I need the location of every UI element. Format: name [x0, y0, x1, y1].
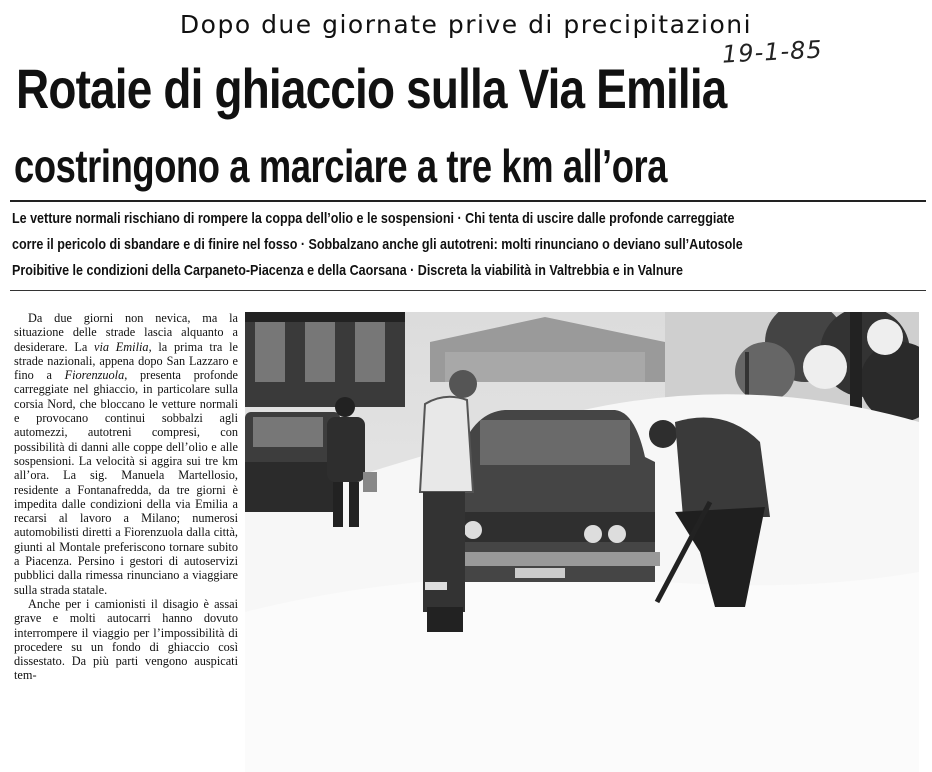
divider-top: [10, 200, 926, 202]
snow-scene-illustration: [245, 312, 919, 772]
subheadline: costringono a marciare a tre km all’ora: [14, 140, 668, 192]
news-photo: [245, 312, 919, 772]
divider-bottom: [10, 290, 926, 291]
summary-line-1: Le vetture normali rischiano di rompere la coppa dell’olio e le sospensioni · Chi tenta di uscire dalle profonde carreggiate: [12, 210, 735, 227]
article-paragraph-1: Da due giorni non nevica, ma la situazione delle strade lascia alquanto a desiderare. La via Emilia, la prima tra le strade nazionali, appena dopo San Lazzaro e fino a Fiorenzuola, presenta profonde carreggiate nel ghiaccio, in particolare sulla corsia Nord, che bloccano le vetture normali e provocano continui sobbalzi agli automezzi, autotreni compresi, con possibilità di danni alle coppe dell’olio e alle sospensioni. La velocità si aggira sui tre km all’ora. La sig. Manuela Martellosio, residente a Fontanafredda, da tre giorni è impedita dalle condizioni della via Emilia a recarsi al lavoro a Milano; numerosi automobilisti diretti a Fiorenzuola dalla città, giunti al Montale preferiscono tornare subito a Piacenza. Persino i gestori di autoservizi pubblici dalla rimessa rinunciano a viaggiare sulla strada statale.: [14, 311, 238, 597]
summary-line-2: corre il pericolo di sbandare e di finire nel fosso · Sobbalzano anche gli autotreni: molti rinunciano o deviano sull’Autosole: [12, 236, 743, 253]
summary: [12, 206, 926, 284]
kicker-title: Dopo due giornate prive di precipitazioni: [179, 10, 753, 39]
handwritten-date: 19-1-85: [721, 35, 824, 69]
article-paragraph-2: Anche per i camionisti il disagio è assai grave e molti autocarri hanno dovuto interrompere il viaggio per l’impossibilità di procedere su un fondo di ghiaccio così dissestato. Da più parti vengono auspicati tem-: [14, 596, 238, 683]
summary-line-3: Proibitive le condizioni della Carpaneto-Piacenza e della Caorsana · Discreta la viabilità in Valtrebbia e in Valnure: [12, 262, 684, 279]
article-body: [14, 311, 238, 683]
headline: Rotaie di ghiaccio sulla Via Emilia: [16, 57, 727, 120]
